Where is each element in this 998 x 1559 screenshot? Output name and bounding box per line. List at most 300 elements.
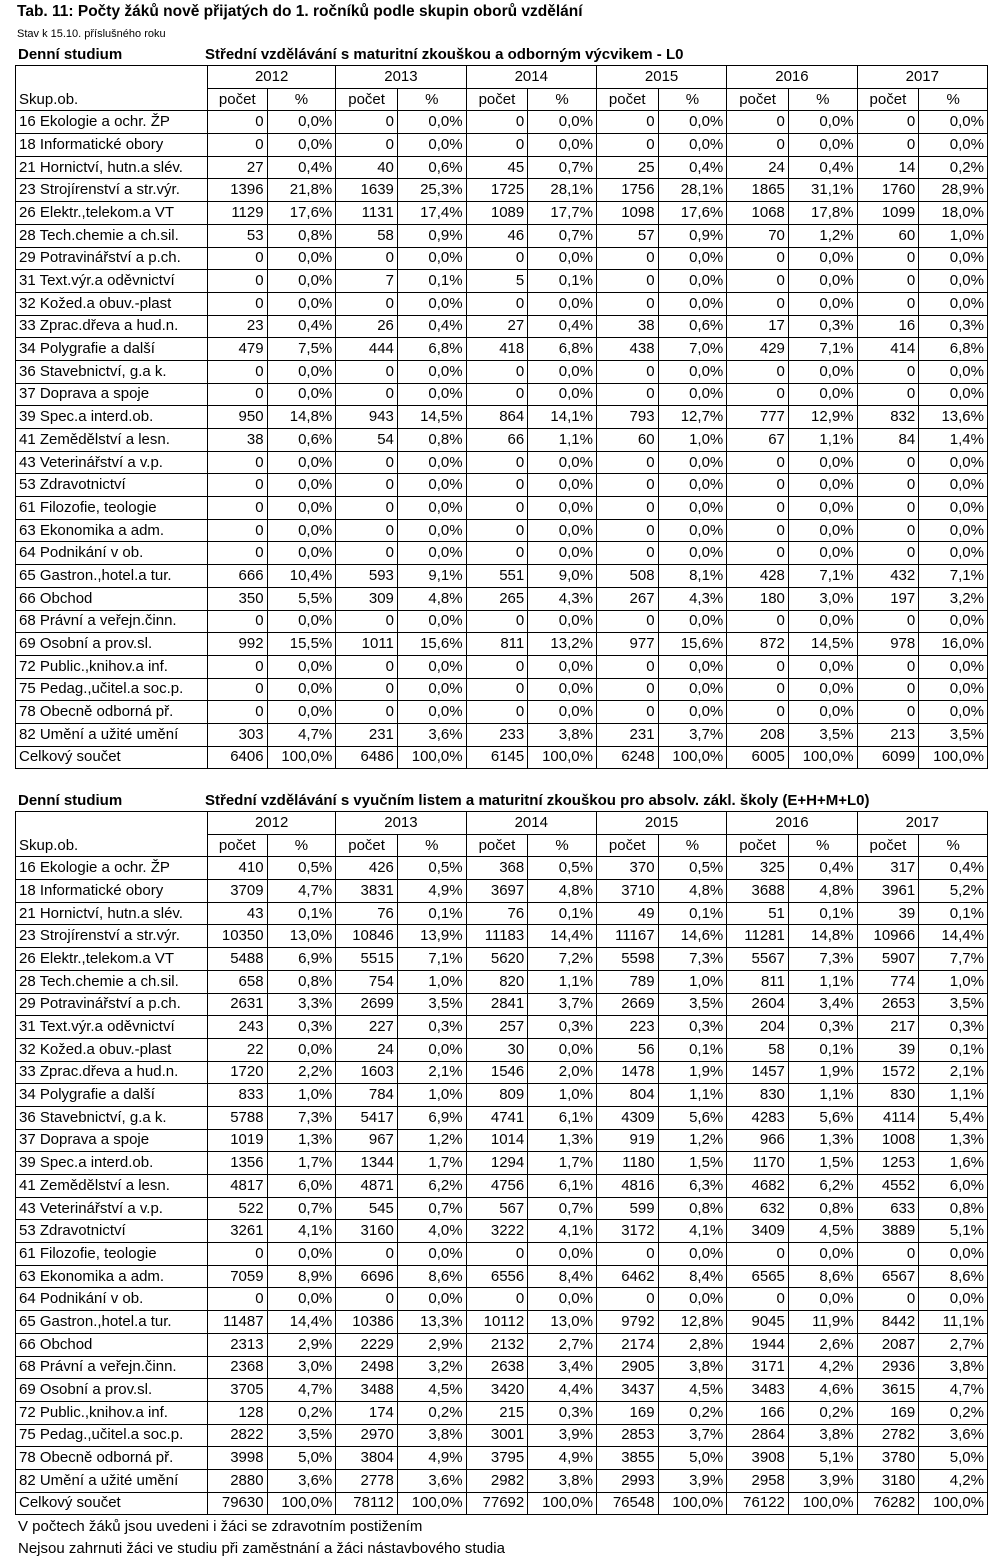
count-cell: 0 <box>727 519 789 542</box>
percent-header: % <box>788 834 857 857</box>
percent-cell: 14,5% <box>788 633 857 656</box>
count-cell: 418 <box>466 338 528 361</box>
count-cell: 0 <box>857 497 919 520</box>
count-cell: 77692 <box>466 1492 528 1515</box>
count-cell: 10112 <box>466 1311 528 1334</box>
group-name: 68 Právní a veřejn.činn. <box>16 610 208 633</box>
percent-cell: 0,0% <box>658 247 727 270</box>
percent-cell: 6,8% <box>919 338 988 361</box>
table-row <box>16 224 988 247</box>
count-cell: 213 <box>857 723 919 746</box>
percent-cell: 0,4% <box>788 156 857 179</box>
percent-cell: 3,7% <box>528 993 597 1016</box>
count-cell: 2958 <box>727 1469 789 1492</box>
percent-cell: 0,5% <box>658 857 727 880</box>
percent-cell: 0,0% <box>788 134 857 157</box>
count-cell: 666 <box>207 565 267 588</box>
group-name: 41 Zemědělství a lesn. <box>16 429 208 452</box>
count-cell: 11281 <box>727 925 789 948</box>
percent-cell: 0,0% <box>658 451 727 474</box>
count-cell: 2653 <box>857 993 919 1016</box>
percent-header: % <box>267 834 336 857</box>
group-name: 61 Filozofie, teologie <box>16 497 208 520</box>
count-cell: 38 <box>207 429 267 452</box>
count-cell: 789 <box>596 970 658 993</box>
count-cell: 0 <box>207 134 267 157</box>
count-cell: 265 <box>466 587 528 610</box>
count-cell: 3804 <box>336 1447 398 1470</box>
group-name: 37 Doprava a spoje <box>16 383 208 406</box>
count-cell: 7059 <box>207 1265 267 1288</box>
count-cell: 26 <box>336 315 398 338</box>
percent-cell: 8,4% <box>658 1265 727 1288</box>
count-cell: 350 <box>207 587 267 610</box>
percent-header: % <box>658 88 727 111</box>
count-cell: 11183 <box>466 925 528 948</box>
percent-cell: 0,1% <box>658 1038 727 1061</box>
percent-cell: 0,6% <box>658 315 727 338</box>
count-cell: 633 <box>857 1197 919 1220</box>
percent-cell: 0,0% <box>397 292 466 315</box>
percent-cell: 7,5% <box>267 338 336 361</box>
percent-cell: 1,0% <box>658 970 727 993</box>
group-name: 53 Zdravotnictví <box>16 474 208 497</box>
year-header: 2014 <box>466 66 596 89</box>
count-cell: 0 <box>466 678 528 701</box>
count-cell: 1720 <box>207 1061 267 1084</box>
table-row <box>16 1288 988 1311</box>
count-cell: 84 <box>857 429 919 452</box>
year-header-row <box>16 812 988 835</box>
count-cell: 2087 <box>857 1333 919 1356</box>
count-cell: 830 <box>727 1084 789 1107</box>
group-name: 82 Umění a užité umění <box>16 1469 208 1492</box>
count-cell: 3483 <box>727 1379 789 1402</box>
percent-cell: 0,0% <box>919 1288 988 1311</box>
percent-cell: 0,8% <box>397 429 466 452</box>
count-cell: 3488 <box>336 1379 398 1402</box>
percent-cell: 0,0% <box>919 111 988 134</box>
percent-cell: 100,0% <box>528 746 597 769</box>
count-cell: 784 <box>336 1084 398 1107</box>
table-row <box>16 701 988 724</box>
percent-cell: 3,0% <box>267 1356 336 1379</box>
count-cell: 444 <box>336 338 398 361</box>
table-row <box>16 360 988 383</box>
percent-cell: 0,0% <box>658 292 727 315</box>
percent-cell: 0,2% <box>788 1401 857 1424</box>
percent-cell: 0,0% <box>397 519 466 542</box>
count-cell: 1019 <box>207 1129 267 1152</box>
group-name: 65 Gastron.,hotel.a tur. <box>16 565 208 588</box>
percent-cell: 0,0% <box>788 1243 857 1266</box>
percent-cell: 1,2% <box>658 1129 727 1152</box>
count-cell: 1478 <box>596 1061 658 1084</box>
group-name: 63 Ekonomika a adm. <box>16 519 208 542</box>
percent-cell: 100,0% <box>528 1492 597 1515</box>
count-cell: 0 <box>207 1243 267 1266</box>
percent-cell: 1,5% <box>658 1152 727 1175</box>
table-row <box>16 1265 988 1288</box>
row-header-label: Skup.ob. <box>16 812 208 857</box>
table-row <box>16 948 988 971</box>
percent-cell: 6,8% <box>528 338 597 361</box>
count-cell: 3222 <box>466 1220 528 1243</box>
table-row <box>16 1197 988 1220</box>
percent-cell: 1,6% <box>919 1152 988 1175</box>
percent-cell: 1,4% <box>919 429 988 452</box>
percent-cell: 6,1% <box>528 1106 597 1129</box>
count-cell: 10846 <box>336 925 398 948</box>
count-cell: 0 <box>207 111 267 134</box>
percent-cell: 28,9% <box>919 179 988 202</box>
percent-cell: 1,1% <box>788 970 857 993</box>
footnote: Nejsou zahrnuti žáci ve studiu při zaměstnání a žáci nástavbového studia <box>18 1539 505 1557</box>
year-header: 2016 <box>727 812 857 835</box>
percent-cell: 0,3% <box>919 315 988 338</box>
count-cell: 0 <box>727 678 789 701</box>
percent-cell: 0,0% <box>397 474 466 497</box>
percent-cell: 3,7% <box>658 1424 727 1447</box>
percent-cell: 3,6% <box>397 723 466 746</box>
percent-cell: 0,0% <box>788 360 857 383</box>
percent-cell: 0,1% <box>528 902 597 925</box>
count-cell: 2604 <box>727 993 789 1016</box>
percent-cell: 1,0% <box>397 1084 466 1107</box>
count-cell: 3615 <box>857 1379 919 1402</box>
table-row <box>16 993 988 1016</box>
percent-cell: 5,5% <box>267 587 336 610</box>
count-cell: 0 <box>336 655 398 678</box>
percent-cell: 0,0% <box>267 111 336 134</box>
percent-cell: 0,0% <box>267 542 336 565</box>
count-cell: 0 <box>466 497 528 520</box>
percent-cell: 0,0% <box>267 247 336 270</box>
percent-cell: 0,0% <box>788 247 857 270</box>
count-cell: 11487 <box>207 1311 267 1334</box>
count-cell: 811 <box>727 970 789 993</box>
count-cell: 0 <box>727 655 789 678</box>
count-header: počet <box>596 88 658 111</box>
count-cell: 2669 <box>596 993 658 1016</box>
percent-cell: 1,1% <box>788 1084 857 1107</box>
footnotes <box>18 1516 505 1559</box>
count-cell: 6005 <box>727 746 789 769</box>
count-cell: 53 <box>207 224 267 247</box>
count-cell: 3705 <box>207 1379 267 1402</box>
group-name: 23 Strojírenství a str.výr. <box>16 179 208 202</box>
percent-cell: 1,0% <box>267 1084 336 1107</box>
percent-cell: 3,6% <box>919 1424 988 1447</box>
count-cell: 0 <box>336 1243 398 1266</box>
percent-cell: 1,3% <box>528 1129 597 1152</box>
percent-cell: 4,5% <box>397 1379 466 1402</box>
count-cell: 76548 <box>596 1492 658 1515</box>
count-cell: 46 <box>466 224 528 247</box>
count-cell: 51 <box>727 902 789 925</box>
table-row <box>16 451 988 474</box>
percent-cell: 15,5% <box>267 633 336 656</box>
percent-cell: 7,3% <box>658 948 727 971</box>
group-name: 21 Hornictví, hutn.a slév. <box>16 156 208 179</box>
count-cell: 1170 <box>727 1152 789 1175</box>
count-cell: 545 <box>336 1197 398 1220</box>
count-cell: 1131 <box>336 202 398 225</box>
group-name: 16 Ekologie a ochr. ŽP <box>16 857 208 880</box>
percent-cell: 0,3% <box>788 1016 857 1039</box>
percent-cell: 0,0% <box>267 474 336 497</box>
count-header: počet <box>727 834 789 857</box>
percent-header: % <box>267 88 336 111</box>
percent-cell: 0,0% <box>397 655 466 678</box>
count-cell: 1129 <box>207 202 267 225</box>
count-cell: 3709 <box>207 880 267 903</box>
count-cell: 5 <box>466 270 528 293</box>
count-cell: 593 <box>336 565 398 588</box>
count-cell: 3795 <box>466 1447 528 1470</box>
count-cell: 2229 <box>336 1333 398 1356</box>
count-cell: 811 <box>466 633 528 656</box>
group-name: 34 Polygrafie a další <box>16 1084 208 1107</box>
percent-cell: 13,0% <box>528 1311 597 1334</box>
count-cell: 2905 <box>596 1356 658 1379</box>
percent-cell: 6,2% <box>397 1175 466 1198</box>
section-title: Střední vzdělávání s vyučním listem a maturitní zkouškou pro absolv. zákl. školy (E+H+M+L0) <box>205 792 870 809</box>
count-cell: 1253 <box>857 1152 919 1175</box>
percent-cell: 13,9% <box>397 925 466 948</box>
percent-cell: 1,1% <box>788 429 857 452</box>
count-cell: 4741 <box>466 1106 528 1129</box>
count-cell: 978 <box>857 633 919 656</box>
section-title: Střední vzdělávání s maturitní zkouškou a odborným výcvikem - L0 <box>205 46 684 63</box>
percent-cell: 100,0% <box>267 1492 336 1515</box>
table-row <box>16 1152 988 1175</box>
table-row <box>16 1379 988 1402</box>
percent-cell: 1,0% <box>919 970 988 993</box>
percent-cell: 0,0% <box>267 1288 336 1311</box>
percent-cell: 0,0% <box>528 701 597 724</box>
percent-cell: 4,3% <box>658 587 727 610</box>
table-subtitle: Stav k 15.10. příslušného roku <box>17 28 166 40</box>
percent-cell: 4,7% <box>267 880 336 903</box>
count-cell: 2174 <box>596 1333 658 1356</box>
count-header: počet <box>857 88 919 111</box>
count-cell: 10350 <box>207 925 267 948</box>
count-cell: 0 <box>466 1288 528 1311</box>
percent-cell: 5,0% <box>658 1447 727 1470</box>
group-name: 65 Gastron.,hotel.a tur. <box>16 1311 208 1334</box>
percent-cell: 12,9% <box>788 406 857 429</box>
percent-cell: 3,8% <box>658 1356 727 1379</box>
percent-cell: 4,8% <box>528 880 597 903</box>
percent-cell: 0,5% <box>267 857 336 880</box>
table-row <box>16 1106 988 1129</box>
percent-cell: 0,1% <box>397 902 466 925</box>
percent-cell: 0,0% <box>397 247 466 270</box>
group-name: 26 Elektr.,telekom.a VT <box>16 948 208 971</box>
percent-cell: 0,0% <box>919 383 988 406</box>
percent-cell: 7,7% <box>919 948 988 971</box>
percent-cell: 0,4% <box>919 857 988 880</box>
percent-cell: 0,0% <box>658 360 727 383</box>
percent-cell: 7,3% <box>788 948 857 971</box>
percent-cell: 1,9% <box>788 1061 857 1084</box>
count-cell: 0 <box>857 474 919 497</box>
percent-cell: 3,8% <box>528 1469 597 1492</box>
percent-cell: 0,7% <box>528 224 597 247</box>
percent-cell: 14,8% <box>267 406 336 429</box>
percent-cell: 0,0% <box>397 497 466 520</box>
percent-cell: 4,1% <box>658 1220 727 1243</box>
percent-cell: 0,0% <box>658 655 727 678</box>
percent-cell: 14,5% <box>397 406 466 429</box>
count-cell: 820 <box>466 970 528 993</box>
percent-cell: 14,8% <box>788 925 857 948</box>
count-cell: 23 <box>207 315 267 338</box>
group-name: 31 Text.výr.a oděvnictví <box>16 270 208 293</box>
percent-cell: 0,0% <box>397 111 466 134</box>
count-cell: 4552 <box>857 1175 919 1198</box>
percent-cell: 0,4% <box>267 156 336 179</box>
percent-cell: 1,0% <box>658 429 727 452</box>
percent-cell: 0,1% <box>267 902 336 925</box>
count-cell: 0 <box>466 111 528 134</box>
count-cell: 0 <box>207 1288 267 1311</box>
percent-cell: 17,6% <box>267 202 336 225</box>
count-cell: 551 <box>466 565 528 588</box>
table-row <box>16 1220 988 1243</box>
percent-cell: 100,0% <box>919 746 988 769</box>
percent-cell: 1,7% <box>267 1152 336 1175</box>
count-cell: 0 <box>727 542 789 565</box>
percent-cell: 1,1% <box>919 1084 988 1107</box>
count-cell: 0 <box>466 360 528 383</box>
count-cell: 793 <box>596 406 658 429</box>
percent-cell: 0,8% <box>788 1197 857 1220</box>
percent-cell: 9,0% <box>528 565 597 588</box>
percent-cell: 1,1% <box>528 429 597 452</box>
table-row <box>16 1447 988 1470</box>
count-cell: 24 <box>336 1038 398 1061</box>
percent-cell: 0,0% <box>528 360 597 383</box>
percent-cell: 0,0% <box>658 1243 727 1266</box>
group-name: 64 Podnikání v ob. <box>16 1288 208 1311</box>
table-row <box>16 1311 988 1334</box>
count-cell: 215 <box>466 1401 528 1424</box>
percent-cell: 0,0% <box>658 270 727 293</box>
count-cell: 567 <box>466 1197 528 1220</box>
count-cell: 39 <box>857 902 919 925</box>
group-name: 66 Obchod <box>16 587 208 610</box>
percent-cell: 6,2% <box>788 1175 857 1198</box>
percent-cell: 0,4% <box>788 857 857 880</box>
percent-cell: 4,4% <box>528 1379 597 1402</box>
percent-cell: 0,0% <box>658 701 727 724</box>
count-cell: 27 <box>207 156 267 179</box>
percent-cell: 7,2% <box>528 948 597 971</box>
count-cell: 1756 <box>596 179 658 202</box>
group-name: 31 Text.výr.a oděvnictví <box>16 1016 208 1039</box>
count-cell: 0 <box>466 134 528 157</box>
percent-cell: 4,9% <box>397 1447 466 1470</box>
count-cell: 3261 <box>207 1220 267 1243</box>
count-cell: 4283 <box>727 1106 789 1129</box>
count-cell: 0 <box>727 292 789 315</box>
percent-cell: 0,5% <box>397 857 466 880</box>
percent-cell: 0,0% <box>788 655 857 678</box>
percent-cell: 6,1% <box>528 1175 597 1198</box>
count-cell: 204 <box>727 1016 789 1039</box>
percent-cell: 4,5% <box>658 1379 727 1402</box>
table-row <box>16 1016 988 1039</box>
count-cell: 0 <box>336 678 398 701</box>
count-cell: 774 <box>857 970 919 993</box>
percent-cell: 5,6% <box>658 1106 727 1129</box>
percent-cell: 0,5% <box>528 857 597 880</box>
percent-cell: 0,0% <box>788 383 857 406</box>
count-cell: 1546 <box>466 1061 528 1084</box>
percent-cell: 0,0% <box>528 1038 597 1061</box>
percent-cell: 2,9% <box>267 1333 336 1356</box>
count-cell: 368 <box>466 857 528 880</box>
percent-cell: 0,6% <box>397 156 466 179</box>
group-name: 33 Zprac.dřeva a hud.n. <box>16 1061 208 1084</box>
count-cell: 3961 <box>857 880 919 903</box>
percent-cell: 0,0% <box>788 701 857 724</box>
count-cell: 0 <box>857 360 919 383</box>
year-header: 2013 <box>336 66 466 89</box>
percent-cell: 0,0% <box>658 610 727 633</box>
percent-cell: 14,1% <box>528 406 597 429</box>
count-header: počet <box>207 834 267 857</box>
percent-cell: 7,1% <box>397 948 466 971</box>
percent-cell: 14,4% <box>528 925 597 948</box>
count-cell: 2498 <box>336 1356 398 1379</box>
count-cell: 169 <box>857 1401 919 1424</box>
count-cell: 1865 <box>727 179 789 202</box>
count-cell: 432 <box>857 565 919 588</box>
percent-cell: 0,3% <box>397 1016 466 1039</box>
section-l0 <box>15 45 988 769</box>
count-cell: 0 <box>466 474 528 497</box>
percent-cell: 0,0% <box>788 474 857 497</box>
percent-cell: 0,3% <box>528 1401 597 1424</box>
percent-header: % <box>528 834 597 857</box>
count-cell: 0 <box>857 542 919 565</box>
count-cell: 45 <box>466 156 528 179</box>
percent-cell: 3,5% <box>788 723 857 746</box>
percent-cell: 1,1% <box>528 970 597 993</box>
percent-cell: 4,8% <box>788 880 857 903</box>
percent-cell: 0,0% <box>528 292 597 315</box>
count-cell: 992 <box>207 633 267 656</box>
count-cell: 0 <box>596 360 658 383</box>
count-cell: 9792 <box>596 1311 658 1334</box>
count-cell: 174 <box>336 1401 398 1424</box>
group-name: 41 Zemědělství a lesn. <box>16 1175 208 1198</box>
count-cell: 0 <box>207 474 267 497</box>
year-header: 2016 <box>727 66 857 89</box>
group-name: 34 Polygrafie a další <box>16 338 208 361</box>
count-cell: 0 <box>207 292 267 315</box>
count-header: počet <box>857 834 919 857</box>
count-cell: 3710 <box>596 880 658 903</box>
count-cell: 4682 <box>727 1175 789 1198</box>
percent-cell: 0,1% <box>528 270 597 293</box>
count-cell: 3001 <box>466 1424 528 1447</box>
percent-cell: 4,5% <box>788 1220 857 1243</box>
percent-cell: 17,8% <box>788 202 857 225</box>
